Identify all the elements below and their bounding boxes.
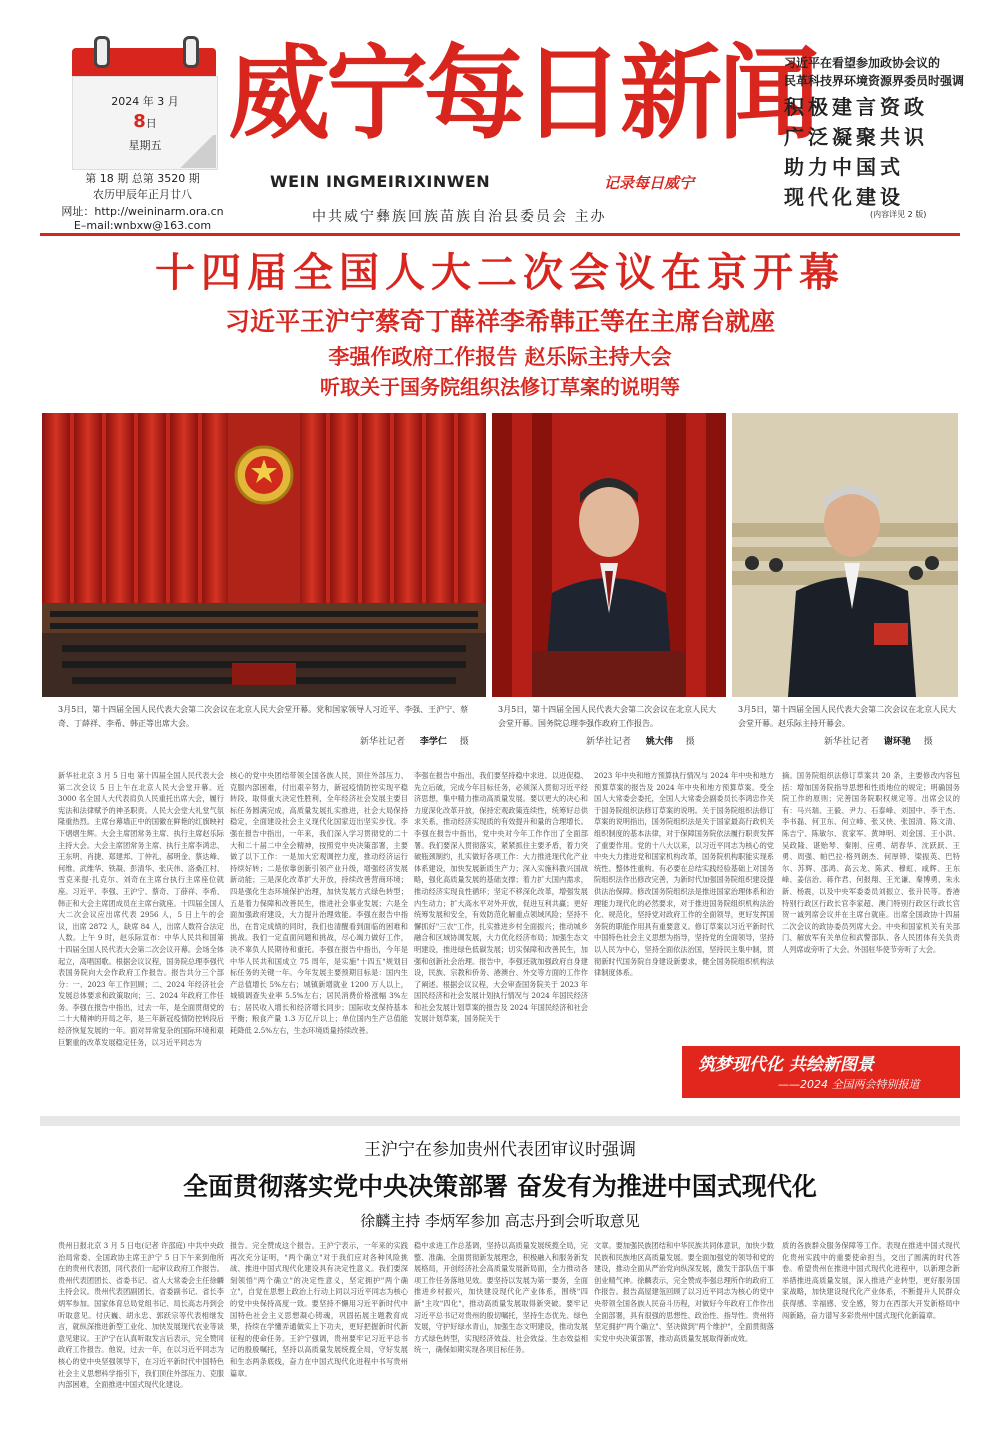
second-body-column-1: 贵州日报北京 3 月 5 日电(记者 许邵庭) 中共中央政治局常委、全国政协主席王沪宁 5 日下午来到他所在的贵州代表团，同代表们一起审议政府工作报告。贵州代表团团长、省委书记、省人大常委会主任徐麟主持会议。贵州代表团副团长、省委副书记、省长李炳军参加。国家体育总局党组书记、局长高志丹到会听取意见。付庆巍、胡永忠、郭跃宗等代表相继发言，就纵深推进新型工业化、加快发展现代农业等谈意见建议。王沪宁在认真听取发言后表示，完全赞同政府工作报告。他说，过去一年，在以习近平同志为核心的党中央坚强领导下，在习近平新时代中国特色社会主义思想科学指引下，我们顶住外部压力、克服内部困难，全面推进中国式现代化建设。 bbox=[58, 1241, 224, 1390]
lead-body-column-4: 2023 年中央和地方预算执行情况与 2024 年中央和地方预算草案的报告及 2024 年中央和地方预算草案。受全国人大常委会委托，全国人大常委会副委员长李鸿忠作关于国务院组织法修订草案的说明。关于国务院组织法修订草案的说明指出，国务院组织法是关于国家最高行政机关组织制度的基本法律，对于保障国务院依法履行职责发挥了重要作用。党的十八大以来，以习近平同志为核心的党中央大力推进党和国家机构改革，国务院机构职能实现系统性、整体性重构。有必要在总结实践经验基础上对国务院组织法作出修改完善，为新时代加强国务院组织建设提供法治保障。修改国务院组织法是推进国家治理体系和治理能力现代化的必然要求，对于推进国务院组织机构法治化、规范化，坚持党对政府工作的全面领导，更好发挥国务院的职能作用具有重要意义。修订草案以习近平新时代中国特色社会主义思想为指导，坚持党的全面领导，坚持以人民为中心，坚持全面依法治国，坚持民主集中制，贯彻新时代国务院自身建设新要求，健全国务院组织机构法律制度体系。 bbox=[594, 771, 774, 978]
lead-subheadline-3: 听取关于国务院组织法修订草案的说明等 bbox=[320, 375, 680, 399]
lead-body-column-1: 新华社北京 3 月 5 日电 第十四届全国人民代表大会第二次会议 5 日上午在北京人民大会堂开幕。近 3000 名全国人大代表肩负人民重托出席大会，履行宪法和法律赋予的神圣职责。人民大会堂大礼堂气氛隆重热烈。主席台幕墙正中的国徽在鲜艳的红旗映衬下熠熠生辉。大会主席团常务主席、执行主席赵乐际主持大会。大会主席团常务主席、执行主席李鸿忠、王东明、肖捷、郑建邦、丁仲礼、郝明金、蔡达峰、何维、武维华、铁凝、彭清华、张庆伟、洛桑江村、雪克来提·扎克尔、刘奇在主席台执行主席座位就座。习近平、李强、王沪宁、蔡奇、丁薛祥、李希、韩正和大会主席团成员在主席台就座。十四届全国人大二次会议应出席代表 2956 人，5 日上午的会议，出席 2872 人，缺席 84 人，出席人数符合法定人数。上午 9 时，赵乐际宣布：中华人民共和国第十四届全国人民代表大会第二次会议开幕。会场全体起立，高唱国歌。根据会议议程，国务院总理李强代表国务院向大会作政府工作报告。报告共分三个部分：一、2023 年工作回顾；二、2024 年经济社会发展总体要求和政策取向；三、2024 年政府工作任务。李强在报告中指出，过去一年，是全面贯彻党的二十大精神的开局之年，是三年新冠疫情防控转段后经济恢复发展的一年。面对异常复杂的国际环境和艰巨繁重的改革发展稳定任务，以习近平同志为 bbox=[58, 771, 224, 1047]
credit-name: 李学仁 bbox=[419, 737, 447, 747]
side-headline-note: (内容详见 2 版) bbox=[870, 210, 927, 219]
email-link[interactable]: E–mail:wnbxw@163.com bbox=[73, 219, 212, 232]
photo1-caption: 3月5日，第十四届全国人民代表大会第二次会议在北京人民大会堂开幕。党和国家领导人习近平、李强、王沪宁、蔡奇、丁薛祥、李希、韩正等出席大会。 bbox=[58, 705, 469, 728]
photo1-credit bbox=[360, 734, 469, 747]
lead-subheadline-2: 李强作政府工作报告 赵乐际主持大会 bbox=[328, 345, 672, 369]
credit-name: 谢环驰 bbox=[883, 737, 911, 747]
masthead-rule bbox=[40, 233, 960, 236]
second-body-column-4: 文章。要加强民族团结和中华民族共同体意识，加快少数民族和民族地区高质量发展。要全面加强党的领导和党的建设，推动全面从严治党向纵深发展，激发干部队伍干事创业精气神。徐麟表示，完全赞成李强总理所作的政府工作报告。报告高屋建瓴回顾了以习近平同志为核心的党中央带领全国各族人民奋斗历程，对做好今年政府工作作出全面部署，具有很强的思想性、政治性、指导性。贵州将坚定拥护"两个确立"、坚决做到"两个维护"，全面贯彻落实党中央决策部署，推动高质量发展取得新成效。 bbox=[594, 1241, 774, 1343]
photo-premier-report bbox=[492, 413, 726, 697]
photo2-credit bbox=[586, 734, 695, 747]
premier-image bbox=[492, 413, 726, 697]
credit-label: 新华社记者 bbox=[824, 737, 870, 747]
side-headline-big1: 积极建言资政 bbox=[784, 95, 928, 119]
lead-body-column-2: 核心的党中央团结带领全国各族人民，顶住外部压力、克服内部困难，付出艰辛努力，新冠疫情防控实现平稳转段、取得重大决定性胜利，全年经济社会发展主要目标任务圆满完成，高质量发展扎实推进，社会大局保持稳定，全面建设社会主义现代化国家迈出坚实步伐。李强在报告中指出，一年来，我们深入学习贯彻党的二十大和二十届二中全会精神，按照党中央决策部署，主要做了以下工作：一是加大宏观调控力度，推动经济运行持续好转；二是依靠创新引领产业升级，增强经济发展新动能；三是深化改革扩大开放，持续改善营商环境；四是强化生态环境保护治理，加快发展方式绿色转型；五是着力保障和改善民生，推进社会事业发展；六是全面加强政府建设，大力提升治理效能。李强在报告中指出，在肯定成绩的同时，我们也清醒看到面临的困难和挑战。我们一定直面问题和挑战，尽心竭力做好工作，决不辜负人民期待和重托。李强在报告中指出，今年是中华人民共和国成立 75 周年，是实施"十四五"规划目标任务的关键一年。今年发展主要预期目标是：国内生产总值增长 5%左右；城镇新增就业 1200 万人以上，城镇调查失业率 5.5%左右；居民消费价格涨幅 3%左右；居民收入增长和经济增长同步；国际收支保持基本平衡；粮食产量 1.3 万亿斤以上；单位国内生产总值能耗降低 2.5%左右，生态环境质量持续改善。 bbox=[230, 771, 408, 1036]
credit-label: 新华社记者 bbox=[586, 737, 632, 747]
calendar-day-number: 8 bbox=[133, 111, 146, 132]
credit-suffix: 摄 bbox=[923, 737, 933, 747]
side-headline-line2: 民革科技界环境资源界委员时强调 bbox=[784, 74, 965, 88]
credit-name: 姚大伟 bbox=[645, 737, 673, 747]
assembly-hall-image bbox=[42, 413, 486, 697]
lead-headline: 十四届全国人大二次会议在京开幕 bbox=[155, 250, 845, 296]
calendar-day-suffix: 日 bbox=[145, 117, 157, 130]
side-headline-big4: 现代化建设 bbox=[784, 185, 904, 209]
side-headline-big3: 助力中国式 bbox=[784, 155, 904, 179]
photo-assembly-hall bbox=[42, 413, 486, 697]
credit-suffix: 摄 bbox=[685, 737, 695, 747]
lead-body-column-3: 李强在报告中指出，我们要坚持稳中求进、以进促稳、先立后破，完成今年目标任务，必须深入贯彻习近平经济思想，集中精力推动高质量发展。要以更大的决心和力度深化改革开放，保持宏观政策连续性，统筹好总供求关系，推动经济实现质的有效提升和量的合理增长。李强在报告中指出，党中央对今年工作作出了全面部署。我们要深入贯彻落实，紧紧抓住主要矛盾，着力突破瓶颈制约，扎实做好各项工作：大力推进现代化产业体系建设，加快发展新质生产力；深入实施科教兴国战略，强化高质量发展的基础支撑；着力扩大国内需求，推动经济实现良性循环；坚定不移深化改革，增强发展内生动力；扩大高水平对外开放，促进互利共赢；更好统筹发展和安全，有效防范化解重点领域风险；坚持不懈抓好"三农"工作，扎实推进乡村全面振兴；推动城乡融合和区域协调发展，大力优化经济布局；加强生态文明建设，推进绿色低碳发展；切实保障和改善民生，加强和创新社会治理。报告中，李强还就加强政府自身建设，民族、宗教和侨务、港澳台、外交等方面的工作作了阐述。根据会议议程，大会审查国务院关于 2023 年国民经济和社会发展计划执行情况与 2024 年国民经济和社会发展计划草案的报告及 2024 年国民经济和社会发展计划草案，国务院关于 bbox=[414, 771, 588, 1024]
newspaper-organizer: 中共威宁彝族回族苗族自治县委员会 主办 bbox=[312, 209, 607, 225]
lead-body-column-5: 摘。国务院组织法修订草案共 20 条，主要修改内容包括：增加国务院指导思想和性质地位的规定；明确国务院工作的原则；完善国务院职权规定等。出席会议的有：马兴瑞、王毅、尹力、石泰峰、刘国中、李干杰、李书磊、何卫东、何立峰、张又侠、张国清、陈文清、陈吉宁、陈敏尔、袁家军、黄坤明、刘金国、王小洪、吴政隆、谌贻琴、秦刚、应勇、胡春华、沈跃跃、王勇、周强、帕巴拉·格列朗杰、何厚铧、梁振英、巴特尔、苏辉、邵鸿、高云龙、陈武、穆虹、咸辉、王东峰、姜信治、蒋作君、何报翔、王光谦、秦博勇、朱永新、杨震，以及中央军委委员刘振立、张升民等。香港特别行政区行政长官李家超、澳门特别行政区行政长官贺一诚列席会议并在主席台就座。出席全国政协十四届二次会议的政协委员列席大会。中央和国家机关有关部门、解放军有关单位和武警部队、各人民团体有关负责人列席或旁听了大会。外国驻华使节旁听了大会。 bbox=[782, 771, 960, 954]
photo3-credit bbox=[824, 734, 933, 747]
calendar-day bbox=[73, 111, 217, 132]
photo-chair-presiding bbox=[732, 413, 958, 697]
second-headline: 全面贯彻落实党中央决策部署 奋发有为推进中国式现代化 bbox=[183, 1172, 817, 1201]
newspaper-slogan: 记录每日威宁 bbox=[604, 174, 695, 192]
website-link[interactable]: 网址：http://weininarm.ora.cn bbox=[61, 205, 224, 218]
calendar-weekday: 星期五 bbox=[128, 139, 162, 152]
lead-subheadline-1: 习近平王沪宁蔡奇丁薛祥李希韩正等在主席台就座 bbox=[224, 307, 775, 336]
special-report-banner[interactable] bbox=[682, 1046, 960, 1098]
newspaper-title: 威宁每日新闻 bbox=[228, 34, 816, 154]
second-subheadline: 徐麟主持 李炳军参加 高志丹到会听取意见 bbox=[360, 1212, 640, 1230]
special-report-subtitle: ——2024 全国两会特别报道 bbox=[778, 1078, 920, 1091]
newspaper-pinyin: WEIN INGMEIRIXINWEN bbox=[270, 172, 491, 191]
issue-number: 第 18 期 总第 3520 期 bbox=[85, 172, 200, 185]
photo2-caption: 3月5日，第十四届全国人民代表大会第二次会议在北京人民大会堂开幕。国务院总理李强作政府工作报告。 bbox=[498, 705, 717, 728]
credit-label: 新华社记者 bbox=[360, 737, 406, 747]
special-report-title: 筑梦现代化 共绘新图景 bbox=[698, 1055, 874, 1075]
section-divider bbox=[40, 1116, 960, 1126]
calendar-page-curl bbox=[178, 135, 216, 168]
calendar-ring-right bbox=[183, 36, 199, 68]
photo3-caption: 3月5日，第十四届全国人民代表大会第二次会议在北京人民大会堂开幕。赵乐际主持开幕会。 bbox=[738, 705, 957, 728]
side-headline-big2: 广泛凝聚共识 bbox=[784, 125, 928, 149]
second-body-column-5: 质的各族群众服务保障等工作。表现在推进中国式现代化贵州实践中的重要使命担当，交出了圆满的时代答卷。希望贵州在推进中国式现代化进程中，以新理念新举措推进高质量发展，深入推进产业转型，更好服务国家战略，加快建设现代化产业体系，不断提升人民群众获得感、幸福感、安全感，努力在西部大开发新格局中闯新路，奋力谱写多彩贵州中国式现代化新篇章。 bbox=[782, 1241, 960, 1320]
calendar-year-month: 2024 年 3 月 bbox=[111, 95, 179, 108]
second-kicker: 王沪宁在参加贵州代表团审议时强调 bbox=[364, 1140, 636, 1160]
second-body-column-2: 报告。完全赞成这个报告。王沪宁表示，一年来的实践再次充分证明，"两个确立"对于我们应对各种风险挑战、推进中国式现代化建设具有决定性意义。我们要深刻领悟"两个确立"的决定性意义，坚定拥护"两个确立"，自觉在思想上政治上行动上同以习近平同志为核心的党中央保持高度一致。要坚持不懈用习近平新时代中国特色社会主义思想凝心铸魂，巩固拓展主题教育成果，持续在学懂弄通做实上下功夫，更好把握新时代新征程的使命任务。王沪宁强调，贵州要牢记习近平总书记的殷殷嘱托，坚持以高质量发展统揽全局，守好发展和生态两条底线，奋力在中国式现代化进程中书写贵州篇章。 bbox=[230, 1241, 408, 1378]
calendar-ring-left bbox=[94, 36, 110, 68]
lunar-date: 农历甲辰年正月廿八 bbox=[93, 188, 192, 201]
credit-suffix: 摄 bbox=[459, 737, 469, 747]
chair-image bbox=[732, 413, 958, 697]
second-body-column-3: 稳中求进工作总基调，坚持以高质量发展统揽全局，完整、准确、全面贯彻新发展理念，积极融入和服务新发展格局，开创经济社会高质量发展新局面，全力推动各项工作任务落地见效。要坚持以发展为第一要务，全面推进乡村振兴，加快建设现代化产业体系，围绕"四新"主攻"四化"，推动高质量发展取得新突破。要牢记习近平总书记对贵州的殷切嘱托，坚持生态优先、绿色发展，守护好绿水青山，加强生态文明建设，推动发展方式绿色转型，实现经济效益、社会效益、生态效益相统一，确保如期实现各项目标任务。 bbox=[414, 1241, 588, 1355]
side-headline-line1: 习近平在看望参加政协会议的 bbox=[784, 56, 941, 70]
